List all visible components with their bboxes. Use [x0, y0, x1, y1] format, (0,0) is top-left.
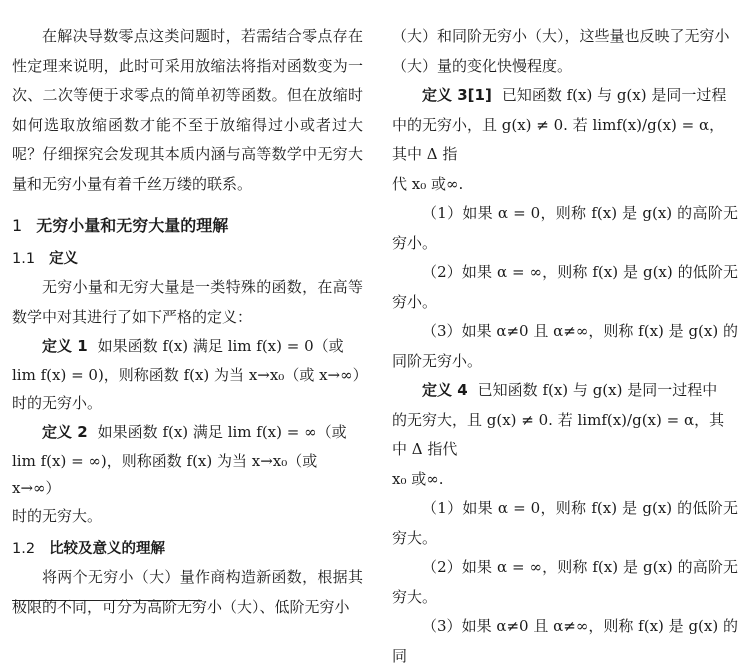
definition-2-line-3: 时的无穷大。 [12, 506, 103, 525]
definition-3-line-1: 已知函数 f(x) 与 g(x) 是同一过程 [501, 86, 727, 104]
right-column [392, 22, 738, 671]
definition-1-line-3: 时的无穷小。 [12, 393, 103, 412]
definition-2-line-1: 如果函数 f(x) 满足 lim f(x) = ∞（或 [97, 423, 347, 441]
definition-4-item-2: （2）如果 α = ∞，则称 f(x) 是 g(x) 的高阶无穷大。 [392, 558, 738, 606]
subsection-1-1-title: 定义 [49, 251, 79, 267]
subsection-1-2-title: 比较及意义的理解 [49, 541, 166, 557]
definition-4-line-3: x₀ 或∞. [392, 469, 444, 488]
definition-4-item-1: （1）如果 α = 0，则称 f(x) 是 g(x) 的低阶无穷大。 [392, 499, 738, 547]
left-column [12, 22, 368, 622]
subsection-1-1-number: 1.1 [12, 251, 36, 267]
subsection-1-2-number: 1.2 [12, 541, 36, 557]
footnote-rule [12, 600, 202, 601]
definition-1-label: 定义 1 [42, 337, 88, 355]
comparison-paragraph: 将两个无穷小（大）量作商构造新函数，根据其极限的不同，可分为高阶无穷小（大）、低阶无穷小 [12, 568, 363, 616]
definition-2-label: 定义 2 [42, 423, 88, 441]
subsection-1-1-heading [12, 245, 363, 273]
section-1-heading [12, 211, 363, 241]
definition-4-line-2: 的无穷大，且 g(x) ≠ 0. 若 limf(x)/g(x) = α，其中 Δ 指代 [392, 410, 725, 458]
definition-3-item-3: （3）如果 α≠0 且 α≠∞，则称 f(x) 是 g(x) 的同阶无穷小。 [392, 322, 738, 370]
definition-3-line-2: 中的无穷小，且 g(x) ≠ 0. 若 limf(x)/g(x) = α，其中 Δ 指 [392, 115, 725, 163]
definition-intro-paragraph: 无穷小量和无穷大量是一类特殊的函数，在高等数学中对其进行了如下严格的定义： [12, 278, 363, 326]
definition-1-line-1: 如果函数 f(x) 满足 lim f(x) = 0（或 [97, 337, 344, 355]
definition-1-line-2: lim f(x) = 0)，则称函数 f(x) 为当 x→x₀（或 x→∞） [12, 365, 368, 384]
section-1-title: 无穷小量和无穷大量的理解 [36, 216, 229, 235]
section-1-number: 1 [12, 216, 23, 235]
definition-4-label: 定义 4 [422, 381, 468, 399]
definition-3-line-3: 代 x₀ 或∞. [392, 174, 464, 193]
definition-3-item-1: （1）如果 α = 0，则称 f(x) 是 g(x) 的高阶无穷小。 [392, 204, 738, 252]
definition-3-label: 定义 3[1] [422, 86, 492, 104]
definition-1 [12, 332, 368, 418]
subsection-1-2-heading [12, 535, 363, 563]
definition-3 [392, 81, 738, 376]
definition-2-line-2: lim f(x) = ∞)，则称函数 f(x) 为当 x→x₀（或 x→∞） [12, 451, 318, 497]
definition-4 [392, 376, 738, 671]
continuation-paragraph: （大）和同阶无穷小（大），这些量也反映了无穷小（大）量的变化快慢程度。 [392, 27, 730, 75]
definition-4-line-1: 已知函数 f(x) 与 g(x) 是同一过程中 [477, 381, 718, 399]
definition-3-item-2: （2）如果 α = ∞，则称 f(x) 是 g(x) 的低阶无穷小。 [392, 263, 738, 311]
definition-2 [12, 418, 363, 531]
definition-4-item-3: （3）如果 α≠0 且 α≠∞，则称 f(x) 是 g(x) 的同 [392, 617, 738, 665]
intro-paragraph: 在解决导数零点这类问题时，若需结合零点存在性定理来说明，此时可采用放缩法将指对函数变为一次、二次等便于求零点的简单初等函数。但在放缩时如何选取放缩函数才能不至于放缩得过小或者过大呢？仔细探究会发现其本质内涵与高等数学中无穷大量和无穷小量有着千丝万缕的联系。 [12, 27, 363, 193]
